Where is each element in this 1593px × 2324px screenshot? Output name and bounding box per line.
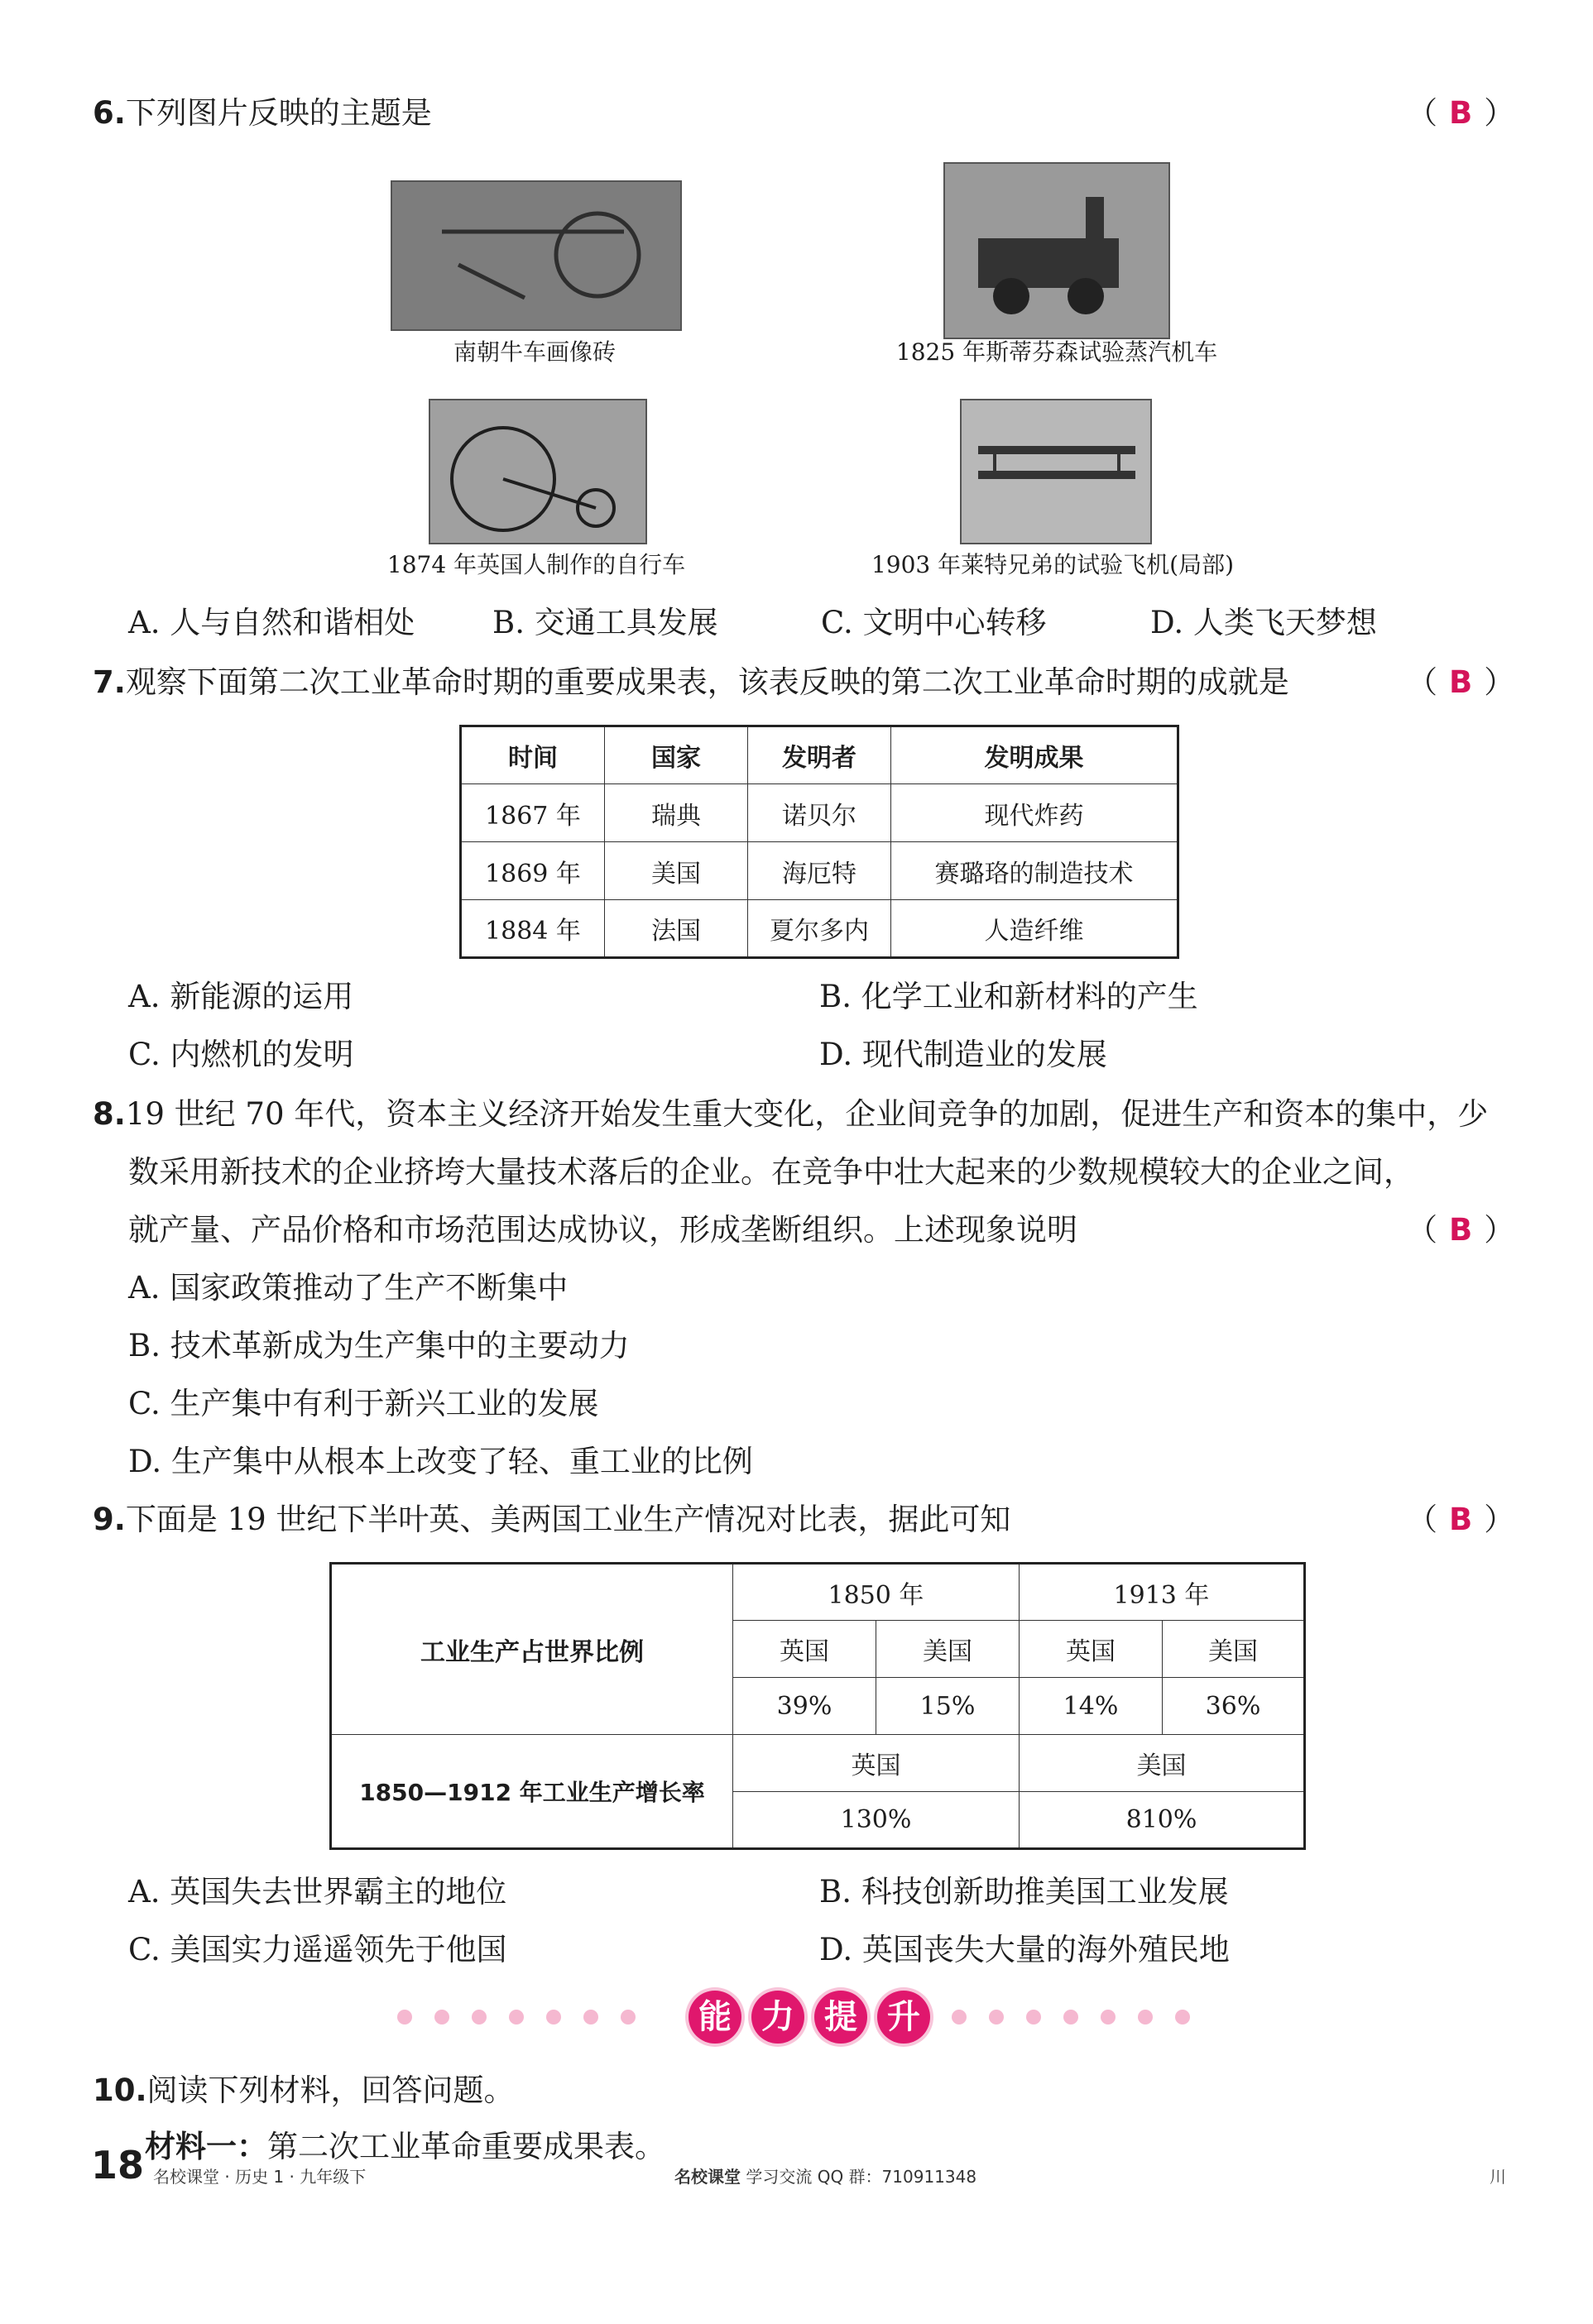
decor-dot	[509, 2010, 524, 2025]
decor-dot	[583, 2010, 598, 2025]
option-b: B. 化学工业和新材料的产生	[819, 979, 1198, 1014]
question-9-stem	[93, 1499, 1010, 1541]
material-text: 第二次工业革命重要成果表。	[267, 2129, 665, 2164]
table-cell: 海厄特	[748, 842, 891, 900]
book-title: 名校课堂 · 历史 1 · 九年级下	[153, 2167, 367, 2187]
option-c: C. 美国实力遥遥领先于他国	[128, 1932, 507, 1967]
table-cell: 瑞典	[605, 784, 748, 842]
table-header: 时间	[461, 726, 605, 784]
question-text: 观察下面第二次工业革命时期的重要成果表，该表反映的第二次工业革命时期的成就是	[125, 664, 1289, 700]
table-cell: 美国	[605, 842, 748, 900]
decor-dot	[1138, 2010, 1153, 2025]
decor-dot	[546, 2010, 561, 2025]
question-6-stem	[93, 93, 432, 134]
table-cell: 法国	[605, 900, 748, 958]
decor-dot	[1175, 2010, 1190, 2025]
question-text: 下面是 19 世纪下半叶英、美两国工业生产情况对比表，据此可知	[125, 1502, 1011, 1537]
decor-dot	[1063, 2010, 1078, 2025]
table-cell: 15%	[876, 1678, 1020, 1735]
year-1913: 1913 年	[1020, 1564, 1305, 1621]
option-d: D. 现代制造业的发展	[819, 1037, 1107, 1072]
table-cell: 1867 年	[461, 784, 605, 842]
option-d: D. 人类飞天梦想	[1150, 605, 1377, 640]
decor-dot	[397, 2010, 412, 2025]
table-header: 发明成果	[891, 726, 1178, 784]
decor-dot	[621, 2010, 636, 2025]
option-d: D. 英国丧失大量的海外殖民地	[819, 1932, 1230, 1967]
table-row	[461, 784, 1178, 842]
table-cell: 130%	[733, 1792, 1020, 1849]
question-10-stem	[93, 2070, 515, 2111]
table-header: 发明者	[748, 726, 891, 784]
table-cell: 36%	[1163, 1678, 1305, 1735]
page-number: 18	[91, 2143, 145, 2187]
question-text: 阅读下列材料，回答问题。	[146, 2072, 515, 2108]
question-8-line-1	[93, 1094, 1488, 1135]
footer-brand-info	[674, 2163, 976, 2187]
question-number: 6.	[93, 95, 126, 131]
decor-dot	[952, 2010, 967, 2025]
option-b: B. 技术革新成为生产集中的主要动力	[128, 1328, 630, 1363]
question-7-stem	[93, 662, 1289, 703]
table-cell: 现代炸药	[891, 784, 1178, 842]
region-mark: 川	[1490, 2167, 1506, 2187]
table-cell: 英国	[733, 1735, 1020, 1792]
table-cell: 美国	[1020, 1735, 1305, 1792]
table-cell: 赛璐珞的制造技术	[891, 842, 1178, 900]
question-text: 下列图片反映的主题是	[125, 95, 432, 131]
question-8-line-2: 数采用新技术的企业挤垮大量技术落后的企业。在竞争中壮大起来的少数规模较大的企业之间，	[128, 1154, 1414, 1190]
question-number: 8.	[93, 1096, 126, 1132]
table-cell: 14%	[1020, 1678, 1163, 1735]
table-row	[461, 900, 1178, 958]
caption-airplane: 1903 年莱特兄弟的试验飞机(局部)	[871, 551, 1235, 578]
table-cell: 39%	[733, 1678, 876, 1735]
section-title-char: 力	[751, 1991, 804, 2044]
question-number: 9.	[93, 1502, 126, 1537]
caption-ox-cart: 南朝牛车画像砖	[453, 338, 617, 366]
answer-mark: B	[1449, 95, 1473, 131]
table-cell: 1869 年	[461, 842, 605, 900]
table-cell: 英国	[1020, 1621, 1163, 1678]
material-label: 材料一：	[145, 2129, 267, 2164]
airplane-image	[960, 399, 1152, 544]
answer-mark: B	[1449, 1212, 1473, 1248]
year-1850: 1850 年	[733, 1564, 1020, 1621]
question-number: 10.	[93, 2072, 147, 2108]
table-cell: 美国	[1163, 1621, 1305, 1678]
answer-bracket-q9: （ B ）	[1407, 1502, 1515, 1537]
option-b: B. 科技创新助推美国工业发展	[819, 1874, 1229, 1910]
decor-dot	[1026, 2010, 1041, 2025]
steam-locomotive-image	[943, 162, 1170, 339]
section-title-char: 能	[689, 1991, 741, 2044]
qq-group: 学习交流 QQ 群：710911348	[746, 2167, 977, 2187]
answer-bracket-q8: （ B ）	[1407, 1212, 1515, 1248]
table-header: 国家	[605, 726, 748, 784]
table-cell: 人造纤维	[891, 900, 1178, 958]
table-cell: 1884 年	[461, 900, 605, 958]
decor-dot	[472, 2010, 487, 2025]
section-title-char: 提	[814, 1991, 867, 2044]
material-one	[145, 2126, 665, 2168]
answer-mark: B	[1449, 664, 1473, 700]
decor-dot	[989, 2010, 1004, 2025]
table-cell: 美国	[876, 1621, 1020, 1678]
table-cell: 英国	[733, 1621, 876, 1678]
inventions-table	[459, 725, 1179, 959]
decor-dot	[434, 2010, 449, 2025]
decor-dot	[1101, 2010, 1116, 2025]
ox-cart-brick-relief-image	[391, 180, 682, 331]
row-label-growth-rate: 1850—1912 年工业生产增长率	[331, 1735, 733, 1849]
option-a: A. 新能源的运用	[128, 979, 354, 1014]
table-row	[461, 842, 1178, 900]
option-a: A. 人与自然和谐相处	[128, 605, 415, 640]
brand-logo: 名校课堂	[674, 2167, 741, 2187]
question-text: 19 世纪 70 年代，资本主义经济开始发生重大变化，企业间竞争的加剧，促进生产和资本的集中，少	[125, 1096, 1489, 1132]
section-title-char: 升	[877, 1991, 930, 2044]
option-c: C. 生产集中有利于新兴工业的发展	[128, 1386, 599, 1421]
caption-locomotive: 1825 年斯蒂芬森试验蒸汽机车	[895, 338, 1218, 366]
table-cell: 诺贝尔	[748, 784, 891, 842]
option-a: A. 国家政策推动了生产不断集中	[128, 1270, 569, 1306]
option-b: B. 交通工具发展	[492, 605, 718, 640]
question-number: 7.	[93, 664, 126, 700]
industry-comparison-table	[329, 1562, 1306, 1850]
option-d: D. 生产集中从根本上改变了轻、重工业的比例	[128, 1444, 753, 1479]
option-c: C. 内燃机的发明	[128, 1037, 354, 1072]
caption-bicycle: 1874 年英国人制作的自行车	[386, 551, 686, 578]
table-cell: 夏尔多内	[748, 900, 891, 958]
question-8-line-3: 就产量、产品价格和市场范围达成协议，形成垄断组织。上述现象说明	[128, 1212, 1077, 1248]
option-a: A. 英国失去世界霸主的地位	[128, 1874, 507, 1910]
table-cell: 810%	[1020, 1792, 1305, 1849]
option-c: C. 文明中心转移	[821, 605, 1047, 640]
bicycle-image	[429, 399, 647, 544]
answer-mark: B	[1449, 1502, 1473, 1537]
row-label-world-share: 工业生产占世界比例	[331, 1564, 733, 1735]
answer-bracket-q7: （ B ）	[1407, 664, 1515, 700]
answer-bracket-q6: （ B ）	[1407, 95, 1515, 131]
